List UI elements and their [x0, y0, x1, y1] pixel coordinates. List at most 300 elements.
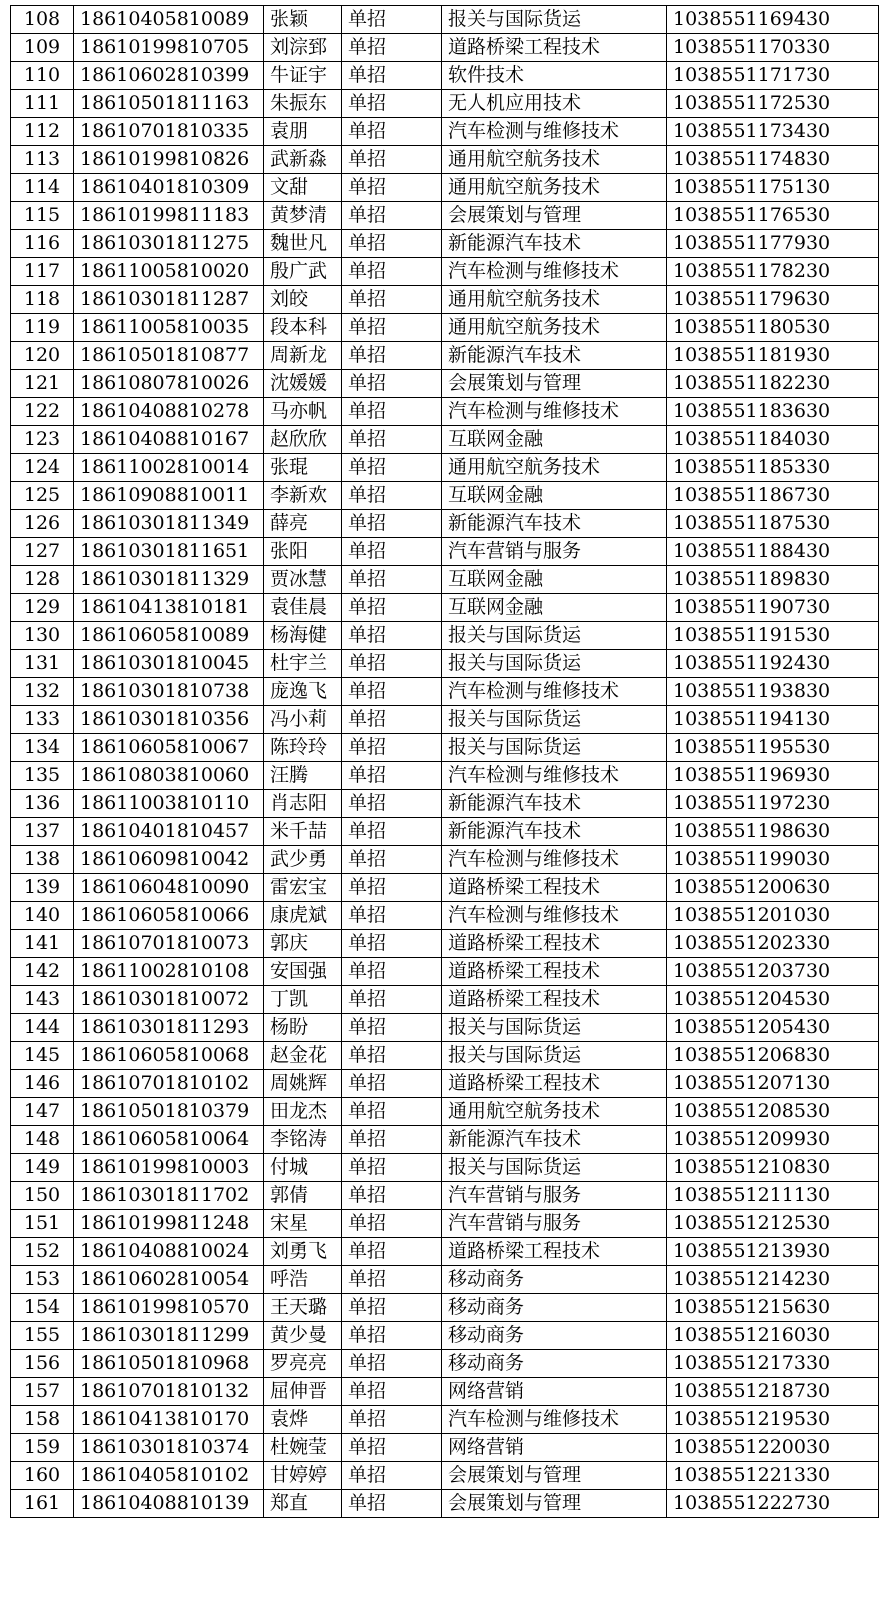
major-cell: 道路桥梁工程技术 — [442, 958, 667, 986]
row-number-cell: 140 — [11, 902, 74, 930]
student-name-cell: 牛证宇 — [264, 62, 342, 90]
notice-code-cell: 1038551189830 — [667, 566, 879, 594]
major-cell: 网络营销 — [442, 1434, 667, 1462]
student-name-cell: 赵金花 — [264, 1042, 342, 1070]
student-name-cell: 武新淼 — [264, 146, 342, 174]
admission-type-cell: 单招 — [342, 1322, 442, 1350]
exam-id-cell: 18610701810335 — [74, 118, 264, 146]
admission-type-cell: 单招 — [342, 902, 442, 930]
student-name-cell: 汪腾 — [264, 762, 342, 790]
exam-id-cell: 18610501810968 — [74, 1350, 264, 1378]
row-number-cell: 141 — [11, 930, 74, 958]
row-number-cell: 131 — [11, 650, 74, 678]
notice-code-cell: 1038551171730 — [667, 62, 879, 90]
admission-type-cell: 单招 — [342, 370, 442, 398]
exam-id-cell: 18610408810024 — [74, 1238, 264, 1266]
admission-list-table — [10, 5, 879, 1518]
admission-type-cell: 单招 — [342, 650, 442, 678]
exam-id-cell: 18611002810014 — [74, 454, 264, 482]
student-name-cell: 袁朋 — [264, 118, 342, 146]
notice-code-cell: 1038551194130 — [667, 706, 879, 734]
student-name-cell: 段本科 — [264, 314, 342, 342]
row-number-cell: 115 — [11, 202, 74, 230]
table-row — [11, 874, 879, 902]
major-cell: 报关与国际货运 — [442, 650, 667, 678]
row-number-cell: 138 — [11, 846, 74, 874]
admission-type-cell: 单招 — [342, 790, 442, 818]
table-row — [11, 790, 879, 818]
admission-type-cell: 单招 — [342, 1490, 442, 1518]
student-name-cell: 文甜 — [264, 174, 342, 202]
notice-code-cell: 1038551169430 — [667, 6, 879, 34]
admission-type-cell: 单招 — [342, 1434, 442, 1462]
table-row — [11, 1126, 879, 1154]
admission-type-cell: 单招 — [342, 62, 442, 90]
major-cell: 移动商务 — [442, 1322, 667, 1350]
table-row — [11, 1322, 879, 1350]
admission-type-cell: 单招 — [342, 622, 442, 650]
row-number-cell: 113 — [11, 146, 74, 174]
table-row — [11, 958, 879, 986]
row-number-cell: 160 — [11, 1462, 74, 1490]
major-cell: 道路桥梁工程技术 — [442, 1070, 667, 1098]
row-number-cell: 159 — [11, 1434, 74, 1462]
exam-id-cell: 18611005810020 — [74, 258, 264, 286]
exam-id-cell: 18610602810399 — [74, 62, 264, 90]
student-name-cell: 甘婷婷 — [264, 1462, 342, 1490]
major-cell: 报关与国际货运 — [442, 1042, 667, 1070]
notice-code-cell: 1038551179630 — [667, 286, 879, 314]
notice-code-cell: 1038551197230 — [667, 790, 879, 818]
notice-code-cell: 1038551204530 — [667, 986, 879, 1014]
notice-code-cell: 1038551190730 — [667, 594, 879, 622]
table-row — [11, 762, 879, 790]
table-row — [11, 706, 879, 734]
major-cell: 汽车检测与维修技术 — [442, 258, 667, 286]
table-row — [11, 1378, 879, 1406]
student-name-cell: 杜婉莹 — [264, 1434, 342, 1462]
admission-type-cell: 单招 — [342, 286, 442, 314]
major-cell: 新能源汽车技术 — [442, 790, 667, 818]
notice-code-cell: 1038551192430 — [667, 650, 879, 678]
table-row — [11, 482, 879, 510]
row-number-cell: 143 — [11, 986, 74, 1014]
student-name-cell: 呼浩 — [264, 1266, 342, 1294]
notice-code-cell: 1038551218730 — [667, 1378, 879, 1406]
exam-id-cell: 18610405810102 — [74, 1462, 264, 1490]
table-row — [11, 230, 879, 258]
exam-id-cell: 18610401810457 — [74, 818, 264, 846]
row-number-cell: 129 — [11, 594, 74, 622]
student-name-cell: 薛亮 — [264, 510, 342, 538]
notice-code-cell: 1038551220030 — [667, 1434, 879, 1462]
notice-code-cell: 1038551219530 — [667, 1406, 879, 1434]
row-number-cell: 155 — [11, 1322, 74, 1350]
admission-type-cell: 单招 — [342, 90, 442, 118]
exam-id-cell: 18610405810089 — [74, 6, 264, 34]
notice-code-cell: 1038551199030 — [667, 846, 879, 874]
student-name-cell: 赵欣欣 — [264, 426, 342, 454]
notice-code-cell: 1038551207130 — [667, 1070, 879, 1098]
major-cell: 互联网金融 — [442, 566, 667, 594]
row-number-cell: 116 — [11, 230, 74, 258]
major-cell: 互联网金融 — [442, 594, 667, 622]
admission-type-cell: 单招 — [342, 1350, 442, 1378]
major-cell: 通用航空航务技术 — [442, 1098, 667, 1126]
major-cell: 汽车检测与维修技术 — [442, 902, 667, 930]
exam-id-cell: 18610199810705 — [74, 34, 264, 62]
notice-code-cell: 1038551178230 — [667, 258, 879, 286]
student-name-cell: 袁烨 — [264, 1406, 342, 1434]
student-name-cell: 沈媛媛 — [264, 370, 342, 398]
notice-code-cell: 1038551212530 — [667, 1210, 879, 1238]
table-row — [11, 174, 879, 202]
notice-code-cell: 1038551186730 — [667, 482, 879, 510]
admission-type-cell: 单招 — [342, 594, 442, 622]
table-row — [11, 1154, 879, 1182]
notice-code-cell: 1038551203730 — [667, 958, 879, 986]
row-number-cell: 134 — [11, 734, 74, 762]
notice-code-cell: 1038551193830 — [667, 678, 879, 706]
table-row — [11, 370, 879, 398]
row-number-cell: 121 — [11, 370, 74, 398]
major-cell: 移动商务 — [442, 1294, 667, 1322]
notice-code-cell: 1038551214230 — [667, 1266, 879, 1294]
table-row — [11, 1182, 879, 1210]
admission-type-cell: 单招 — [342, 1014, 442, 1042]
admission-type-cell: 单招 — [342, 762, 442, 790]
admission-type-cell: 单招 — [342, 118, 442, 146]
admission-type-cell: 单招 — [342, 230, 442, 258]
major-cell: 报关与国际货运 — [442, 1154, 667, 1182]
row-number-cell: 126 — [11, 510, 74, 538]
major-cell: 通用航空航务技术 — [442, 286, 667, 314]
student-name-cell: 陈玲玲 — [264, 734, 342, 762]
student-name-cell: 杨海健 — [264, 622, 342, 650]
admission-type-cell: 单招 — [342, 678, 442, 706]
row-number-cell: 136 — [11, 790, 74, 818]
major-cell: 通用航空航务技术 — [442, 454, 667, 482]
student-name-cell: 雷宏宝 — [264, 874, 342, 902]
table-row — [11, 314, 879, 342]
major-cell: 网络营销 — [442, 1378, 667, 1406]
exam-id-cell: 18610605810068 — [74, 1042, 264, 1070]
table-row — [11, 1098, 879, 1126]
student-name-cell: 郑直 — [264, 1490, 342, 1518]
row-number-cell: 110 — [11, 62, 74, 90]
table-row — [11, 398, 879, 426]
row-number-cell: 139 — [11, 874, 74, 902]
major-cell: 报关与国际货运 — [442, 1014, 667, 1042]
admission-type-cell: 单招 — [342, 1238, 442, 1266]
row-number-cell: 157 — [11, 1378, 74, 1406]
table-row — [11, 1014, 879, 1042]
notice-code-cell: 1038551175130 — [667, 174, 879, 202]
student-name-cell: 黄少曼 — [264, 1322, 342, 1350]
admission-type-cell: 单招 — [342, 1462, 442, 1490]
table-row — [11, 426, 879, 454]
admission-type-cell: 单招 — [342, 398, 442, 426]
row-number-cell: 145 — [11, 1042, 74, 1070]
notice-code-cell: 1038551184030 — [667, 426, 879, 454]
row-number-cell: 117 — [11, 258, 74, 286]
student-name-cell: 袁佳晨 — [264, 594, 342, 622]
major-cell: 道路桥梁工程技术 — [442, 874, 667, 902]
row-number-cell: 122 — [11, 398, 74, 426]
student-name-cell: 宋星 — [264, 1210, 342, 1238]
row-number-cell: 108 — [11, 6, 74, 34]
row-number-cell: 118 — [11, 286, 74, 314]
exam-id-cell: 18610609810042 — [74, 846, 264, 874]
student-name-cell: 张琨 — [264, 454, 342, 482]
table-row — [11, 258, 879, 286]
exam-id-cell: 18610408810167 — [74, 426, 264, 454]
row-number-cell: 130 — [11, 622, 74, 650]
row-number-cell: 120 — [11, 342, 74, 370]
student-name-cell: 周姚辉 — [264, 1070, 342, 1098]
exam-id-cell: 18611003810110 — [74, 790, 264, 818]
student-name-cell: 王天璐 — [264, 1294, 342, 1322]
exam-id-cell: 18611002810108 — [74, 958, 264, 986]
student-name-cell: 李新欢 — [264, 482, 342, 510]
exam-id-cell: 18610605810064 — [74, 1126, 264, 1154]
table-row — [11, 1238, 879, 1266]
notice-code-cell: 1038551198630 — [667, 818, 879, 846]
admission-type-cell: 单招 — [342, 566, 442, 594]
table-row — [11, 1294, 879, 1322]
student-name-cell: 张阳 — [264, 538, 342, 566]
row-number-cell: 133 — [11, 706, 74, 734]
student-name-cell: 刘勇飞 — [264, 1238, 342, 1266]
notice-code-cell: 1038551173430 — [667, 118, 879, 146]
notice-code-cell: 1038551201030 — [667, 902, 879, 930]
notice-code-cell: 1038551222730 — [667, 1490, 879, 1518]
major-cell: 道路桥梁工程技术 — [442, 1238, 667, 1266]
admission-type-cell: 单招 — [342, 6, 442, 34]
row-number-cell: 125 — [11, 482, 74, 510]
table-row — [11, 846, 879, 874]
table-row — [11, 566, 879, 594]
row-number-cell: 119 — [11, 314, 74, 342]
row-number-cell: 144 — [11, 1014, 74, 1042]
notice-code-cell: 1038551211130 — [667, 1182, 879, 1210]
exam-id-cell: 18610301811293 — [74, 1014, 264, 1042]
student-name-cell: 朱振东 — [264, 90, 342, 118]
notice-code-cell: 1038551205430 — [667, 1014, 879, 1042]
row-number-cell: 154 — [11, 1294, 74, 1322]
admission-type-cell: 单招 — [342, 314, 442, 342]
student-name-cell: 庞逸飞 — [264, 678, 342, 706]
exam-id-cell: 18610199810826 — [74, 146, 264, 174]
major-cell: 报关与国际货运 — [442, 622, 667, 650]
exam-id-cell: 18610301811702 — [74, 1182, 264, 1210]
student-name-cell: 马亦帆 — [264, 398, 342, 426]
table-row — [11, 1406, 879, 1434]
exam-id-cell: 18610701810073 — [74, 930, 264, 958]
admission-type-cell: 单招 — [342, 930, 442, 958]
admission-type-cell: 单招 — [342, 258, 442, 286]
exam-id-cell: 18610803810060 — [74, 762, 264, 790]
exam-id-cell: 18610301811349 — [74, 510, 264, 538]
admission-type-cell: 单招 — [342, 538, 442, 566]
major-cell: 汽车营销与服务 — [442, 1210, 667, 1238]
table-row — [11, 538, 879, 566]
table-row — [11, 34, 879, 62]
major-cell: 会展策划与管理 — [442, 1462, 667, 1490]
table-row — [11, 510, 879, 538]
table-body — [11, 6, 879, 1518]
row-number-cell: 112 — [11, 118, 74, 146]
student-name-cell: 丁凯 — [264, 986, 342, 1014]
notice-code-cell: 1038551196930 — [667, 762, 879, 790]
exam-id-cell: 18610605810066 — [74, 902, 264, 930]
student-name-cell: 杜宇兰 — [264, 650, 342, 678]
row-number-cell: 161 — [11, 1490, 74, 1518]
major-cell: 通用航空航务技术 — [442, 174, 667, 202]
row-number-cell: 148 — [11, 1126, 74, 1154]
table-row — [11, 902, 879, 930]
admission-type-cell: 单招 — [342, 958, 442, 986]
table-row — [11, 202, 879, 230]
major-cell: 汽车营销与服务 — [442, 1182, 667, 1210]
admission-type-cell: 单招 — [342, 1406, 442, 1434]
exam-id-cell: 18610301810045 — [74, 650, 264, 678]
exam-id-cell: 18610604810090 — [74, 874, 264, 902]
notice-code-cell: 1038551180530 — [667, 314, 879, 342]
table-row — [11, 986, 879, 1014]
admission-type-cell: 单招 — [342, 818, 442, 846]
major-cell: 新能源汽车技术 — [442, 818, 667, 846]
exam-id-cell: 18611005810035 — [74, 314, 264, 342]
notice-code-cell: 1038551182230 — [667, 370, 879, 398]
notice-code-cell: 1038551216030 — [667, 1322, 879, 1350]
notice-code-cell: 1038551188430 — [667, 538, 879, 566]
notice-code-cell: 1038551208530 — [667, 1098, 879, 1126]
table-row — [11, 678, 879, 706]
student-name-cell: 武少勇 — [264, 846, 342, 874]
student-name-cell: 冯小莉 — [264, 706, 342, 734]
notice-code-cell: 1038551185330 — [667, 454, 879, 482]
exam-id-cell: 18610908810011 — [74, 482, 264, 510]
row-number-cell: 158 — [11, 1406, 74, 1434]
row-number-cell: 149 — [11, 1154, 74, 1182]
admission-type-cell: 单招 — [342, 1210, 442, 1238]
row-number-cell: 124 — [11, 454, 74, 482]
exam-id-cell: 18610408810139 — [74, 1490, 264, 1518]
row-number-cell: 152 — [11, 1238, 74, 1266]
table-row — [11, 62, 879, 90]
row-number-cell: 128 — [11, 566, 74, 594]
notice-code-cell: 1038551209930 — [667, 1126, 879, 1154]
table-row — [11, 118, 879, 146]
notice-code-cell: 1038551170330 — [667, 34, 879, 62]
student-name-cell: 安国强 — [264, 958, 342, 986]
exam-id-cell: 18610701810102 — [74, 1070, 264, 1098]
student-name-cell: 杨盼 — [264, 1014, 342, 1042]
table-row — [11, 454, 879, 482]
exam-id-cell: 18610301810374 — [74, 1434, 264, 1462]
major-cell: 新能源汽车技术 — [442, 510, 667, 538]
exam-id-cell: 18610807810026 — [74, 370, 264, 398]
admission-type-cell: 单招 — [342, 1154, 442, 1182]
admission-type-cell: 单招 — [342, 874, 442, 902]
admission-type-cell: 单招 — [342, 454, 442, 482]
table-row — [11, 594, 879, 622]
row-number-cell: 147 — [11, 1098, 74, 1126]
student-name-cell: 屈伸晋 — [264, 1378, 342, 1406]
major-cell: 汽车检测与维修技术 — [442, 678, 667, 706]
notice-code-cell: 1038551191530 — [667, 622, 879, 650]
table-row — [11, 622, 879, 650]
student-name-cell: 魏世凡 — [264, 230, 342, 258]
notice-code-cell: 1038551187530 — [667, 510, 879, 538]
table-row — [11, 1434, 879, 1462]
major-cell: 报关与国际货运 — [442, 706, 667, 734]
exam-id-cell: 18610301811651 — [74, 538, 264, 566]
row-number-cell: 137 — [11, 818, 74, 846]
exam-id-cell: 18610501810877 — [74, 342, 264, 370]
row-number-cell: 153 — [11, 1266, 74, 1294]
exam-id-cell: 18610605810089 — [74, 622, 264, 650]
table-row — [11, 1042, 879, 1070]
row-number-cell: 114 — [11, 174, 74, 202]
student-name-cell: 郭庆 — [264, 930, 342, 958]
student-name-cell: 米千喆 — [264, 818, 342, 846]
notice-code-cell: 1038551202330 — [667, 930, 879, 958]
row-number-cell: 127 — [11, 538, 74, 566]
admission-type-cell: 单招 — [342, 1294, 442, 1322]
major-cell: 移动商务 — [442, 1350, 667, 1378]
notice-code-cell: 1038551217330 — [667, 1350, 879, 1378]
table-row — [11, 1350, 879, 1378]
major-cell: 无人机应用技术 — [442, 90, 667, 118]
student-name-cell: 肖志阳 — [264, 790, 342, 818]
major-cell: 新能源汽车技术 — [442, 230, 667, 258]
student-name-cell: 张颖 — [264, 6, 342, 34]
table-row — [11, 146, 879, 174]
exam-id-cell: 18610413810181 — [74, 594, 264, 622]
major-cell: 互联网金融 — [442, 426, 667, 454]
table-row — [11, 286, 879, 314]
major-cell: 道路桥梁工程技术 — [442, 986, 667, 1014]
row-number-cell: 142 — [11, 958, 74, 986]
major-cell: 道路桥梁工程技术 — [442, 930, 667, 958]
table-row — [11, 6, 879, 34]
notice-code-cell: 1038551215630 — [667, 1294, 879, 1322]
exam-id-cell: 18610301810738 — [74, 678, 264, 706]
admission-type-cell: 单招 — [342, 1182, 442, 1210]
exam-id-cell: 18610301811329 — [74, 566, 264, 594]
student-name-cell: 郭倩 — [264, 1182, 342, 1210]
table-row — [11, 1210, 879, 1238]
student-name-cell: 康虎斌 — [264, 902, 342, 930]
exam-id-cell: 18610199810570 — [74, 1294, 264, 1322]
student-name-cell: 李铭涛 — [264, 1126, 342, 1154]
student-name-cell: 黄梦清 — [264, 202, 342, 230]
admission-type-cell: 单招 — [342, 342, 442, 370]
major-cell: 通用航空航务技术 — [442, 314, 667, 342]
row-number-cell: 111 — [11, 90, 74, 118]
notice-code-cell: 1038551206830 — [667, 1042, 879, 1070]
major-cell: 软件技术 — [442, 62, 667, 90]
row-number-cell: 109 — [11, 34, 74, 62]
table-row — [11, 1462, 879, 1490]
notice-code-cell: 1038551221330 — [667, 1462, 879, 1490]
major-cell: 汽车检测与维修技术 — [442, 1406, 667, 1434]
row-number-cell: 150 — [11, 1182, 74, 1210]
exam-id-cell: 18610501811163 — [74, 90, 264, 118]
student-name-cell: 周新龙 — [264, 342, 342, 370]
